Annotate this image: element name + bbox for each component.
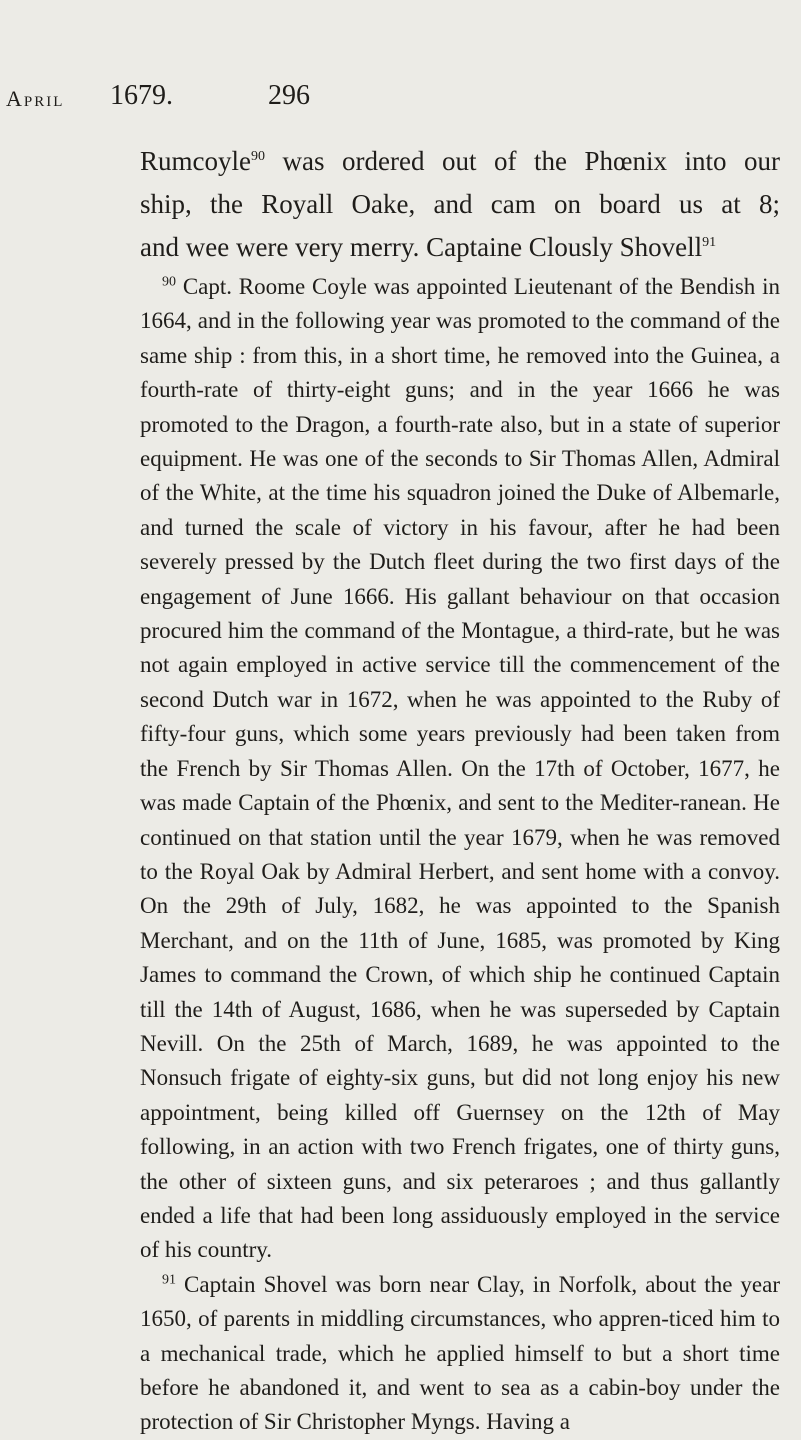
footnote-text: Capt. Roome Coyle was appointed Lieutenant of the Bendish in 1664, and in the following year was promoted to the command of the same ship : from this, in a short time, he removed into the Guinea, a fourth-rate of thirty-eight guns; and in the year 1666 he was promoted to the Dragon, a fourth-rate also, but in a state of superior equipment. He was one of the seconds to Sir Thomas Allen, Admiral of the White, at the time his squadron joined the Duke of Albemarle, and turned the scale of victory in his favour, after he had been severely pressed by the Dutch fleet during the two first days of the engagement of June 1666. His gallant behaviour on that occasion procured him the command of the Montague, a third-rate, but he was not again employed in active service till the commencement of the second Dutch war in 1672, when he was appointed to the Ruby of fifty-four guns, which some years previously had been taken from the French by Sir Thomas Allen. On the 17th of October, 1677, he was made Captain of the Phœnix, and sent to the Mediter-ranean. He continued on that station until the year 1679, when he was removed to the Royal Oak by Admiral Herbert, and sent home with a convoy. On the 29th of July, 1682, he was appointed to the Spanish Merchant, and on the 11th of June, 1685, was promoted by King James to command the Crown, of which ship he continued Captain till the 14th of August, 1686, when he was superseded by Captain Nevill. On the 25th of March, 1689, he was appointed to the Nonsuch frigate of eighty-six guns, but did not long enjoy his new appointment, being killed off Guernsey on the 12th of May following, in an action with two French frigates, one of thirty guns, the other of sixteen guns, and six peteraroes ; and thus gallantly ended a life that had been long assiduously employed in the service of his country. [140, 274, 781, 1263]
main-text-line [140, 183, 780, 226]
footnote [140, 1268, 780, 1440]
running-head [0, 76, 801, 116]
footnote-reference: 90 [250, 149, 265, 164]
main-text-segment: was ordered out of the Phœnix into our [282, 146, 780, 176]
running-head-year: 1679. [110, 80, 173, 111]
footnote-number: 91 [162, 1272, 176, 1288]
main-text-segment: ship, the Royall Oake, and cam on board us at 8; [140, 189, 780, 219]
main-text-segment: and wee were very merry. Captaine Clously Shovell [140, 232, 703, 262]
main-text-segment: Rumcoyle [140, 146, 251, 176]
footnote-text: Captain Shovel was born near Clay, in Norfolk, about the year 1650, of parents in middling circumstances, who appren-ticed him to a mechanical trade, which he applied himself to but a short time before he abandoned it, and went to sea as a cabin-boy under the protection of Sir Christopher Myngs. Having a [140, 1271, 780, 1435]
footnote [140, 270, 780, 1268]
running-head-month: April [6, 86, 65, 111]
page-number: 296 [268, 80, 310, 111]
main-text-line [140, 140, 780, 183]
footnote-number: 90 [162, 274, 176, 290]
main-text-paragraph [140, 140, 780, 269]
footnote-reference: 91 [702, 235, 717, 250]
footnotes [140, 270, 780, 1440]
main-text-line [140, 226, 780, 269]
